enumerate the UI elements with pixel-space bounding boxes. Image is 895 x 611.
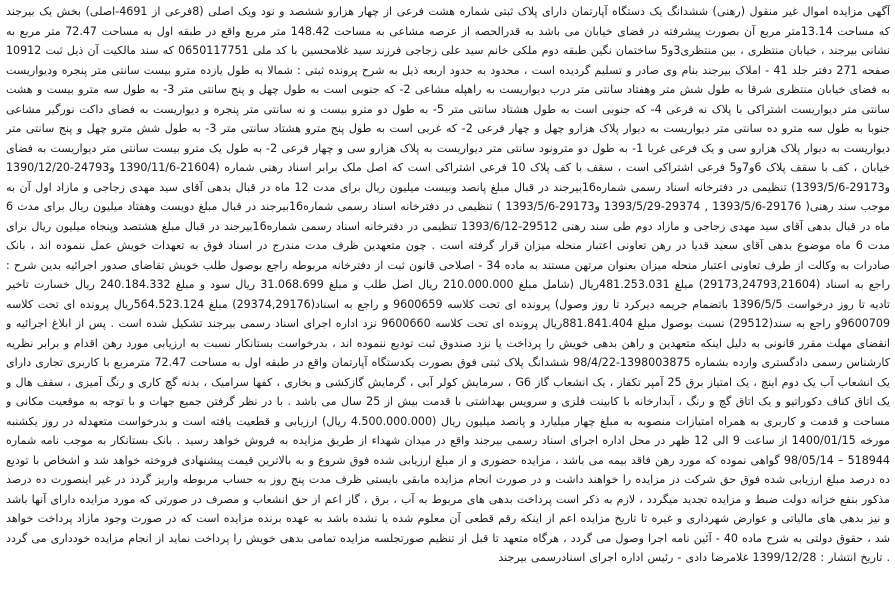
auction-notice-document <box>6 2 890 608</box>
auction-notice-text: آگهی مزایده اموال غیر منقول (رهنی) ششدانگ یک دستگاه آپارتمان دارای پلاک ثبتی شماره هشت فرعی از چهار هزارو ششصد و نود ویک اصلی (8فرعی از 4691-اصلی) بخش یک بیرجند که مساحت 13.14متر مربع آن بصورت پیشرفته در فضای خیابان می باشد به قدرالحصه از عرصه مشاعی به مساحت 148.42 متر مربع واقع در طبقه اول به مساحت 72.47 متر مربع به نشانی بیرجند ، خیابان منتظری ، بین منتظری3و5 ساختمان نگین طبقه دوم ملکی خانم سید علی زجاجی فرزند سید غلامحسین با کد ملی 0650117751 که سند مالکیت آن ذیل ثبت 10912 صفحه 271 دفتر جلد 41 - املاک بیرجند بنام وی صادر و تسلیم گردیده است ، محدود به حدود اربعه ذیل به شرح پرونده ثبتی : شمالا به طول یازده مترو بیست سانتی متر پنجره ودیواریست به فضای خیابان منتظری شرقا به طول شش متر وهفتاد سانتی متر درب دیواریست به راهپله مشاعی 2- که جنوبی است به طول چهل و پنج سانتی متر 3- به طول سه مترو بیست و هشت سانتی متر دیواریست اشتراکی با پلاک نه فرعی 4- که جنوبی است به طول هشتاد سانتی متر 5- به طول دو مترو بیست و نه سانتی متر پنجره و دیواریست به فضای داکت نورگیر مشاعی جنوبا به طول سه مترو ده سانتی متر دیواریست به دیوار پلاک هزارو چهل و چهار فرعی 2- که غربی است به طول پنج مترو هشتاد سانتی متر 3- به طول شش مترو چهل و پنج سانتی متر دیواریست به دیوار پلاک هزارو سی و یک فرعی غربا 1- به طول دو مترونود سانتی متر دیواریست به پلاک هزارو سی و چهار فرعی 2- به طول یک مترو بیست سانتی متر دیواریست به فضای خیابان ، کف با سقف پلاک 6و7و5 فرعی اشتراکی است ، سقف با کف پلاک 10 فرعی اشتراکی است که اصل ملک برابر اسناد رهنی شماره (21604-1390/11/6 و24793-1390/12/20 و29173-1393/5/6) تنظیمی در دفترخانه اسناد رسمی شماره16بیرجند در قبال مبلغ پانصد وبیست میلیون ریال برای مدت 12 ماه در قبال بدهی آقای سید مهدی زجاجی و مازاد اول آن به موجب سند رهنی( 29176-1393/5/6 , 29374-1393/5/29 و29173-1393/5/6 ) تنظیمی در دفترخانه اسناد رسمی شماره16بیرجند در قبال مبلغ دویست وهفتاد میلیون ریال برای مدت 6 ماه در قبال بدهی آقای سید مهدی زجاجی و مازاد دوم طی سند رهنی 29512-1393/6/12 تنظیمی در دفترخانه اسناد رسمی شماره16بیرجند در قبال مبلغ هشتصد وپنجاه میلیون ریال برای مدت 6 ماه موضوع بدهی آقای سعید قدیا در رهن تعاونی اعتبار منحله میزان قرار گرفته است . چون متعهدین ظرف مدت مندرج در اسناد فوق به تعهدات خویش عمل ننموده اند ، بانک صادرات به وکالت از طرف تعاونی اعتبار منحله میزان بعنوان مرتهن مستند به ماده 34 - اصلاحی قانون ثبت از دفترخانه مربوطه راجع بوصول طلب خویش تقاضای صدور اجرائیه بدین شرح : راجع به اسناد (29173,24793,21604) مبلغ 481.253.031ریال (شامل مبلغ 210.000.000 ریال اصل طلب و مبلغ 31.068.699 ریال سود و مبلغ 240.184.332 ریال خسارت تاخیر تادیه تا روز درخواست 1396/5/5 باتضمام جریمه دیرکرد تا روز وصول) پرونده ای تحت کلاسه 9600659 و راجع به اسناد(29374,29176) مبلغ 564.523.124ریال پرونده ای تحت کلاسه 9600709و راجع به سند(29512) نسبت بوصول مبلغ 881.841.404ریال پرونده ای تحت کلاسه 9600660 نزد اداره اجرای اسناد رسمی بیرجند تشکیل شده است . پس از ابلاغ اجرائیه و انقضای مهلت مقرر قانونی به دلیل اینکه متعهدین و راهن بدهی خویش را پرداخت یا نزد صندوق ثبت تودیع ننموده اند ، بدرخواست بستانکار نسبت به ارزیابی مورد رهن اقدام و برابر نظریه کارشناس رسمی دادگستری وارده بشماره 1398003875-98/4/22 ششدانگ پلاک ثبتی فوق بصورت یکدستگاه آپارتمان واقع در طبقه اول به مساحت 72.47 مترمربع با کاربری تجاری دارای یک انشعاب آب یک دوم اینچ ، یک امتیاز برق 25 آمپر تکفاز ، یک انشعاب گاز G6 ، سرمایش کولر آبی ، گرمایش گازکشی و بخاری ، کفها سرامیک ، بدنه گچ کاری و رنگ آمیزی ، سقف هال و یک اتاق کناف دکوراتیو و یک اتاق گچ و رنگ ، آبدارخانه با کابینت فلزی و سرویس بهداشتی با قدمت بیش از 25 سال می باشد . با در نظر گرفتن جمیع جهات و با توجه به موقعیت مکانی و مساحت و قدمت و کاربری به همراه امتیازات منصوبه به مبلغ چهار میلیارد و پانصد میلیون ریال (4.500.000.000 ریال) ارزیابی و قطعیت یافته است و بدرخواست متعهدله در روز یکشنبه مورخه 1400/01/15 از ساعت 9 الی 12 ظهر در محل اداره اجرای اسناد رسمی بیرجند واقع در میدان شهداء از طریق مزایده به فروش خواهد رسید . بانک بستانکار به موجب نامه شماره 518944 – 98/05/14 گواهی نموده که مورد رهن فاقد بیمه می باشد ، مزایده حضوری و از مبلغ ارزیابی شده فوق شروع و به بالاترین قیمت پیشنهادی فروخته خواهد شد و اشخاص با تودیع ده درصد مبلغ ارزیابی شده فوق حق شرکت در مزایده را خواهند داشت و در صورت انجام مزایده مابقی بایستی ظرف مدت پنج روز به حساب مربوطه واریز گردد در غیر اینصورت ده درصد مذکور بنفع خزانه دولت ضبط و مزایده تجدید میگردد ، لازم به ذکر است پرداخت بدهی های مربوط به آب ، برق ، گاز اعم از حق انشعاب و مصرف در صورتی که مورد مزایده دارای آنها باشد و نیز بدهی های مالیاتی و عوارض شهرداری و غیره تا تاریخ مزایده اعم از اینکه رقم قطعی آن معلوم شده یا نشده باشد به عهده برنده مزایده است که در صورت وجود مازاد پرداخت خواهد شد ، حقوق دولتی به شرح ماده 40 - آئین نامه اجرا وصول می گردد ، هرگاه متعهد تا قبل از تنظیم صورتجلسه مزایده تمامی بدهی خویش را پرداخت نماید از انجام مزایده خودداری می گردد . تاریخ انتشار : 1399/12/28 غلامرضا دادی - رئیس اداره اجرای اسنادرسمی بیرجند <box>6 5 890 564</box>
